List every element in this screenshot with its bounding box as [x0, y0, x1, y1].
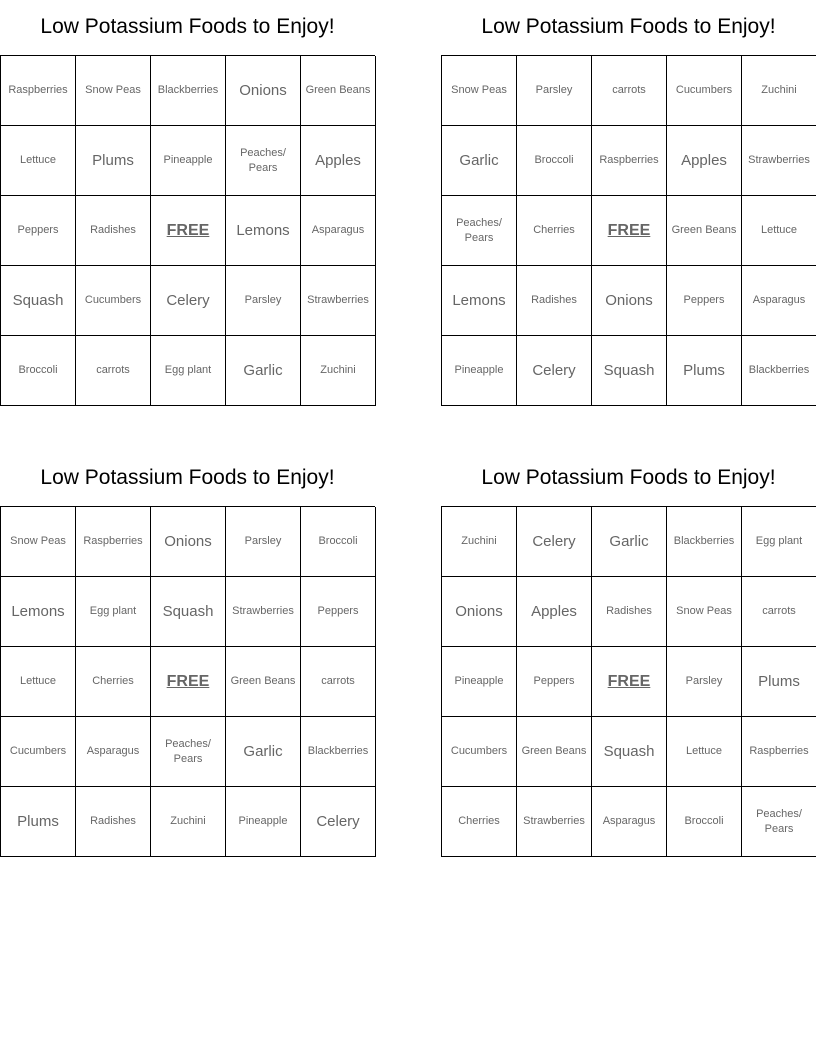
- cell-label: Onions: [455, 603, 503, 620]
- bingo-card-1: [0, 0, 375, 406]
- bingo-cell: [1, 56, 76, 126]
- cell-label: Lettuce: [19, 675, 57, 687]
- cell-label: Garlic: [243, 362, 283, 379]
- bingo-cell: [226, 717, 301, 787]
- cell-label: Peaches/ Pears: [456, 216, 502, 244]
- cell-label: Parsley: [685, 675, 723, 687]
- bingo-cell: [1, 577, 76, 647]
- cell-label: Cherries: [533, 224, 575, 236]
- cell-label: Squash: [603, 362, 655, 379]
- bingo-cell: [742, 647, 816, 717]
- cell-label: Celery: [316, 813, 360, 830]
- cell-label: Green Beans: [305, 84, 371, 96]
- cell-label: Celery: [166, 292, 210, 309]
- cell-label: Squash: [162, 603, 214, 620]
- cell-label: Lettuce: [760, 224, 798, 236]
- bingo-cell: [76, 647, 151, 717]
- free-space-cell: [151, 196, 226, 266]
- bingo-cell: [592, 717, 667, 787]
- bingo-cell: [301, 507, 376, 577]
- bingo-cell: [442, 507, 517, 577]
- cell-label: Strawberries: [748, 154, 810, 166]
- bingo-cell: [667, 196, 742, 266]
- cell-label: carrots: [762, 605, 796, 617]
- cell-label: Peppers: [683, 294, 725, 306]
- cell-label: Zuchini: [170, 815, 206, 827]
- cell-label: Squash: [12, 292, 64, 309]
- bingo-cell: [667, 507, 742, 577]
- bingo-card-3: [0, 451, 375, 857]
- cell-label: Green Beans: [521, 745, 587, 757]
- bingo-cell: [517, 56, 592, 126]
- cell-label: Radishes: [90, 224, 136, 236]
- cell-label: Peppers: [317, 605, 359, 617]
- bingo-cell: [1, 717, 76, 787]
- cell-label: Peaches/ Pears: [240, 146, 286, 174]
- cell-label: Pineapple: [163, 154, 213, 166]
- cell-label: Zuchini: [461, 535, 497, 547]
- bingo-cell: [667, 647, 742, 717]
- bingo-cell: [76, 126, 151, 196]
- bingo-cell: [592, 126, 667, 196]
- bingo-cell: [151, 56, 226, 126]
- cell-label: FREE: [166, 673, 210, 690]
- bingo-cell: [517, 336, 592, 406]
- bingo-cell: [667, 266, 742, 336]
- cell-label: Pineapple: [238, 815, 288, 827]
- bingo-cell: [667, 56, 742, 126]
- card-title: Low Potassium Foods to Enjoy!: [40, 15, 335, 38]
- cell-label: Asparagus: [752, 294, 806, 306]
- bingo-card-2: [441, 0, 816, 406]
- cell-label: Peppers: [17, 224, 59, 236]
- cell-label: Asparagus: [86, 745, 140, 757]
- bingo-cell: [667, 577, 742, 647]
- free-space-cell: [592, 196, 667, 266]
- bingo-cell: [517, 507, 592, 577]
- cell-label: Radishes: [606, 605, 652, 617]
- bingo-cell: [151, 126, 226, 196]
- cell-label: Lettuce: [19, 154, 57, 166]
- bingo-cell: [442, 56, 517, 126]
- bingo-cell: [517, 126, 592, 196]
- bingo-cell: [151, 717, 226, 787]
- bingo-cell: [742, 266, 816, 336]
- cell-label: Zuchini: [320, 364, 356, 376]
- bingo-cell: [592, 787, 667, 857]
- bingo-cell: [517, 577, 592, 647]
- bingo-cell: [151, 336, 226, 406]
- cell-label: Garlic: [459, 152, 499, 169]
- cell-label: Asparagus: [311, 224, 365, 236]
- cell-label: Celery: [532, 362, 576, 379]
- bingo-cell: [301, 56, 376, 126]
- cell-label: Apples: [315, 152, 361, 169]
- cell-label: Raspberries: [749, 745, 809, 757]
- cell-label: Radishes: [90, 815, 136, 827]
- bingo-cell: [442, 647, 517, 717]
- cell-label: Parsley: [535, 84, 573, 96]
- cell-label: Peppers: [533, 675, 575, 687]
- cell-label: Celery: [532, 533, 576, 550]
- cell-label: Cherries: [458, 815, 500, 827]
- bingo-cell: [301, 266, 376, 336]
- bingo-cell: [301, 336, 376, 406]
- cell-label: Egg plant: [164, 364, 212, 376]
- cell-label: Garlic: [609, 533, 649, 550]
- bingo-cell: [301, 787, 376, 857]
- cell-label: Raspberries: [8, 84, 68, 96]
- cell-label: Parsley: [244, 294, 282, 306]
- bingo-cell: [592, 507, 667, 577]
- bingo-cell: [226, 787, 301, 857]
- bingo-cell: [442, 717, 517, 787]
- cell-label: Cherries: [92, 675, 134, 687]
- cell-label: Peaches/ Pears: [165, 737, 211, 765]
- bingo-grid: [0, 55, 375, 406]
- cell-label: Broccoli: [318, 535, 358, 547]
- bingo-cell: [667, 787, 742, 857]
- bingo-card-4: [441, 451, 816, 857]
- cell-label: Pineapple: [454, 675, 504, 687]
- bingo-cell: [76, 507, 151, 577]
- bingo-cell: [667, 717, 742, 787]
- bingo-cell: [742, 787, 816, 857]
- bingo-cell: [592, 56, 667, 126]
- cell-label: Strawberries: [523, 815, 585, 827]
- cell-label: FREE: [607, 222, 651, 239]
- cell-label: Blackberries: [748, 364, 810, 376]
- bingo-cell: [301, 577, 376, 647]
- bingo-cell: [76, 717, 151, 787]
- cell-label: Broccoli: [534, 154, 574, 166]
- cell-label: carrots: [612, 84, 646, 96]
- bingo-cell: [151, 577, 226, 647]
- cell-label: Green Beans: [230, 675, 296, 687]
- card-title: Low Potassium Foods to Enjoy!: [481, 466, 776, 489]
- bingo-cell: [76, 577, 151, 647]
- bingo-cell: [226, 56, 301, 126]
- bingo-cell: [226, 647, 301, 717]
- bingo-cell: [1, 336, 76, 406]
- cell-label: Blackberries: [673, 535, 735, 547]
- cell-label: Onions: [239, 82, 287, 99]
- bingo-cell: [592, 577, 667, 647]
- bingo-cell: [151, 266, 226, 336]
- bingo-cell: [742, 196, 816, 266]
- bingo-cell: [151, 787, 226, 857]
- bingo-cell: [442, 196, 517, 266]
- cell-label: Radishes: [531, 294, 577, 306]
- bingo-cell: [742, 717, 816, 787]
- bingo-cell: [742, 577, 816, 647]
- bingo-cell: [226, 266, 301, 336]
- cell-label: Lemons: [236, 222, 290, 239]
- bingo-cell: [76, 266, 151, 336]
- bingo-cell: [226, 196, 301, 266]
- cell-label: Cucumbers: [84, 294, 142, 306]
- cell-label: Strawberries: [232, 605, 294, 617]
- free-space-cell: [592, 647, 667, 717]
- cell-label: Green Beans: [671, 224, 737, 236]
- cell-label: Snow Peas: [676, 605, 732, 617]
- cell-label: Blackberries: [157, 84, 219, 96]
- cell-label: Cucumbers: [9, 745, 67, 757]
- cell-label: Cucumbers: [675, 84, 733, 96]
- card-title: Low Potassium Foods to Enjoy!: [481, 15, 776, 38]
- bingo-cell: [1, 647, 76, 717]
- bingo-grid: [0, 506, 375, 857]
- bingo-cell: [301, 717, 376, 787]
- bingo-cell: [226, 577, 301, 647]
- bingo-cell: [1, 126, 76, 196]
- bingo-cell: [301, 647, 376, 717]
- cell-label: Egg plant: [89, 605, 137, 617]
- cell-label: Plums: [758, 673, 800, 690]
- bingo-cell: [742, 126, 816, 196]
- cell-label: Squash: [603, 743, 655, 760]
- bingo-cell: [76, 56, 151, 126]
- cell-label: Plums: [92, 152, 134, 169]
- bingo-grid: [441, 506, 816, 857]
- cell-label: Garlic: [243, 743, 283, 760]
- bingo-cell: [592, 266, 667, 336]
- bingo-cell: [226, 336, 301, 406]
- cell-label: Strawberries: [307, 294, 369, 306]
- bingo-cell: [667, 336, 742, 406]
- card-title: Low Potassium Foods to Enjoy!: [40, 466, 335, 489]
- bingo-cell: [76, 336, 151, 406]
- bingo-cell: [517, 717, 592, 787]
- bingo-cell: [517, 196, 592, 266]
- cell-label: Parsley: [244, 535, 282, 547]
- bingo-cell: [442, 266, 517, 336]
- bingo-cell: [76, 787, 151, 857]
- cell-label: Asparagus: [602, 815, 656, 827]
- bingo-cell: [1, 266, 76, 336]
- cell-label: carrots: [321, 675, 355, 687]
- cell-label: Zuchini: [761, 84, 797, 96]
- cell-label: Snow Peas: [451, 84, 507, 96]
- cell-label: Lettuce: [685, 745, 723, 757]
- cell-label: Broccoli: [18, 364, 58, 376]
- cell-label: Broccoli: [684, 815, 724, 827]
- bingo-cell: [1, 507, 76, 577]
- cell-label: Snow Peas: [85, 84, 141, 96]
- bingo-cell: [742, 336, 816, 406]
- cell-label: Raspberries: [599, 154, 659, 166]
- cell-label: Plums: [17, 813, 59, 830]
- cell-label: Apples: [681, 152, 727, 169]
- bingo-cell: [226, 126, 301, 196]
- bingo-cell: [1, 787, 76, 857]
- bingo-cell: [442, 336, 517, 406]
- bingo-cell: [1, 196, 76, 266]
- cell-label: Peaches/ Pears: [756, 807, 802, 835]
- bingo-cell: [301, 196, 376, 266]
- bingo-cell: [667, 126, 742, 196]
- free-space-cell: [151, 647, 226, 717]
- bingo-cell: [517, 266, 592, 336]
- bingo-cell: [151, 507, 226, 577]
- bingo-cell: [442, 787, 517, 857]
- cell-label: Snow Peas: [10, 535, 66, 547]
- bingo-cell: [226, 507, 301, 577]
- cell-label: carrots: [96, 364, 130, 376]
- bingo-cell: [742, 507, 816, 577]
- bingo-cell: [592, 336, 667, 406]
- cell-label: FREE: [166, 222, 210, 239]
- bingo-cell: [742, 56, 816, 126]
- cell-label: Lemons: [452, 292, 506, 309]
- bingo-cell: [76, 196, 151, 266]
- cell-label: Pineapple: [454, 364, 504, 376]
- bingo-cell: [442, 126, 517, 196]
- cell-label: Onions: [164, 533, 212, 550]
- cell-label: Apples: [531, 603, 577, 620]
- cell-label: Raspberries: [83, 535, 143, 547]
- bingo-grid: [441, 55, 816, 406]
- cell-label: Onions: [605, 292, 653, 309]
- cell-label: Lemons: [11, 603, 65, 620]
- bingo-cell: [517, 647, 592, 717]
- bingo-cell: [442, 577, 517, 647]
- cell-label: Plums: [683, 362, 725, 379]
- bingo-cell: [517, 787, 592, 857]
- cell-label: Blackberries: [307, 745, 369, 757]
- bingo-cell: [301, 126, 376, 196]
- cell-label: Cucumbers: [450, 745, 508, 757]
- cell-label: Egg plant: [755, 535, 803, 547]
- cell-label: FREE: [607, 673, 651, 690]
